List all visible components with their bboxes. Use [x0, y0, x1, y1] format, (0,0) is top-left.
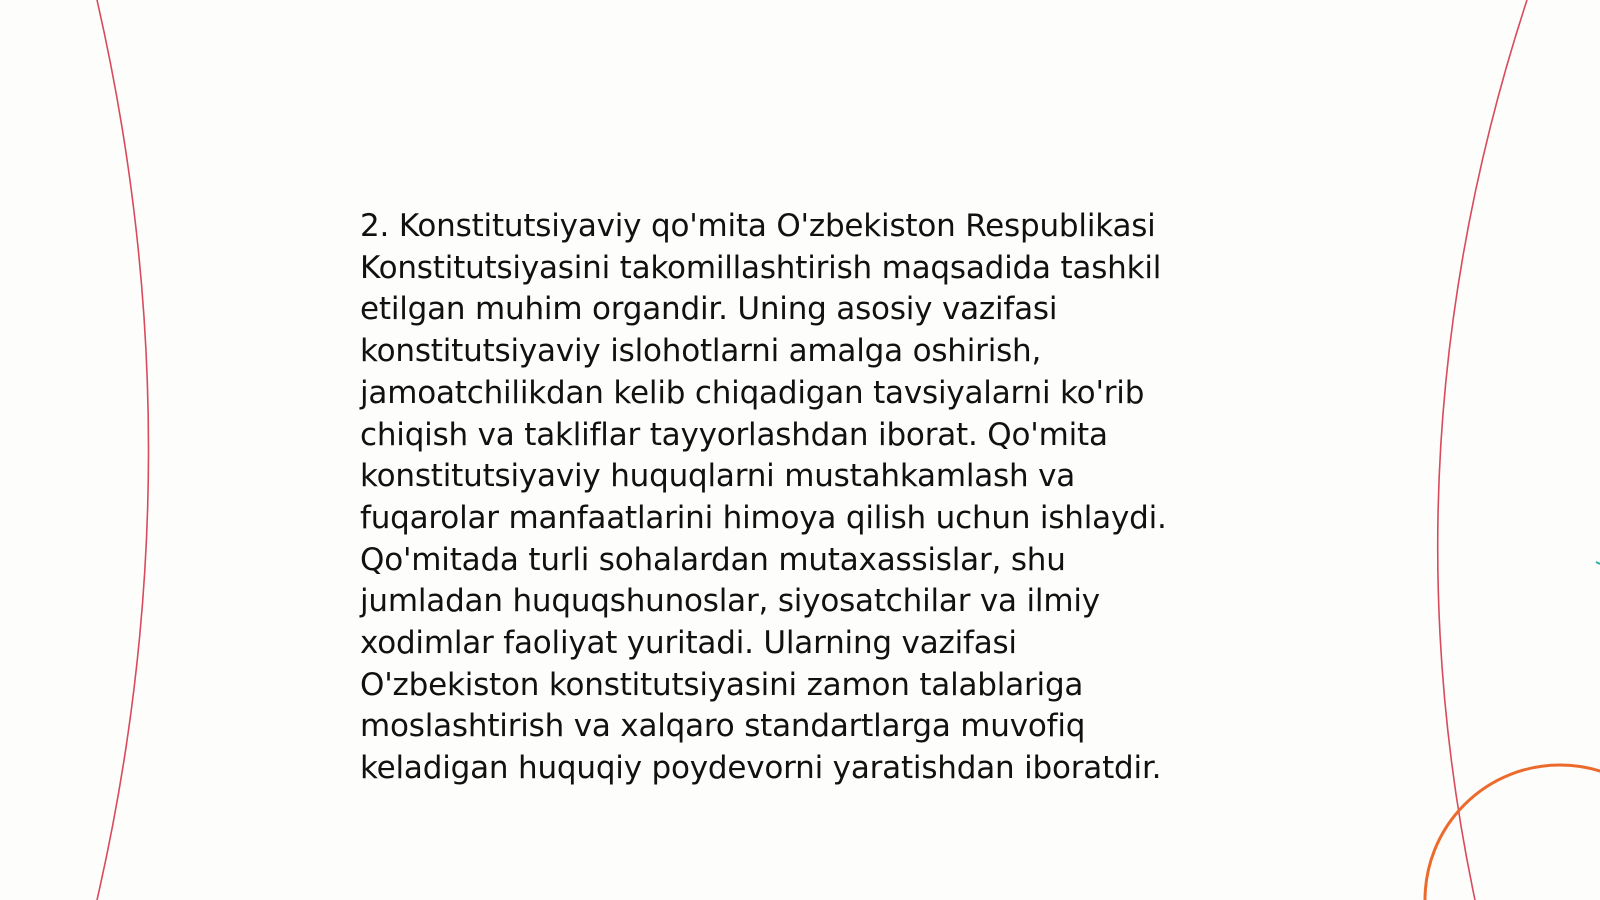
paragraph-line: moslashtirish va xalqaro standartlarga muvofiq — [360, 708, 1086, 745]
paragraph-line: konstitutsiyaviy huquqlarni mustahkamlash va — [360, 458, 1076, 495]
paragraph-line: Qo'mitada turli sohalardan mutaxassislar, shu — [360, 541, 1066, 578]
paragraph-line: chiqish va takliflar tayyorlashdan iborat. Qo'mita — [360, 416, 1108, 453]
paragraph-line: xodimlar faoliyat yuritadi. Ularning vazifasi — [360, 625, 1017, 662]
right-arc-line — [1438, 0, 1527, 900]
paragraph-line: keladigan huquqiy poydevorni yaratishdan iboratdir. — [360, 750, 1162, 787]
paragraph-line: jamoatchilikdan kelib chiqadigan tavsiyalarni ko'rib — [360, 374, 1145, 411]
corner-circle — [1425, 765, 1600, 900]
paragraph-line: etilgan muhim organdir. Uning asosiy vazifasi — [360, 291, 1058, 328]
teal-accent-mark — [1596, 562, 1600, 564]
paragraph-line: fuqarolar manfaatlarini himoya qilish uchun ishlaydi. — [360, 499, 1167, 536]
paragraph-line: Konstitutsiyasini takomillashtirish maqsadida tashkil — [360, 249, 1162, 286]
main-paragraph — [360, 206, 1240, 790]
paragraph-line: O'zbekiston konstitutsiyasini zamon talablariga — [360, 666, 1084, 703]
left-arc-line — [97, 0, 149, 900]
paragraph-line: konstitutsiyaviy islohotlarni amalga oshirish, — [360, 333, 1042, 370]
paragraph-line: jumladan huquqshunoslar, siyosatchilar va ilmiy — [360, 583, 1100, 620]
paragraph-line: 2. Konstitutsiyaviy qo'mita O'zbekiston Respublikasi — [360, 208, 1156, 244]
